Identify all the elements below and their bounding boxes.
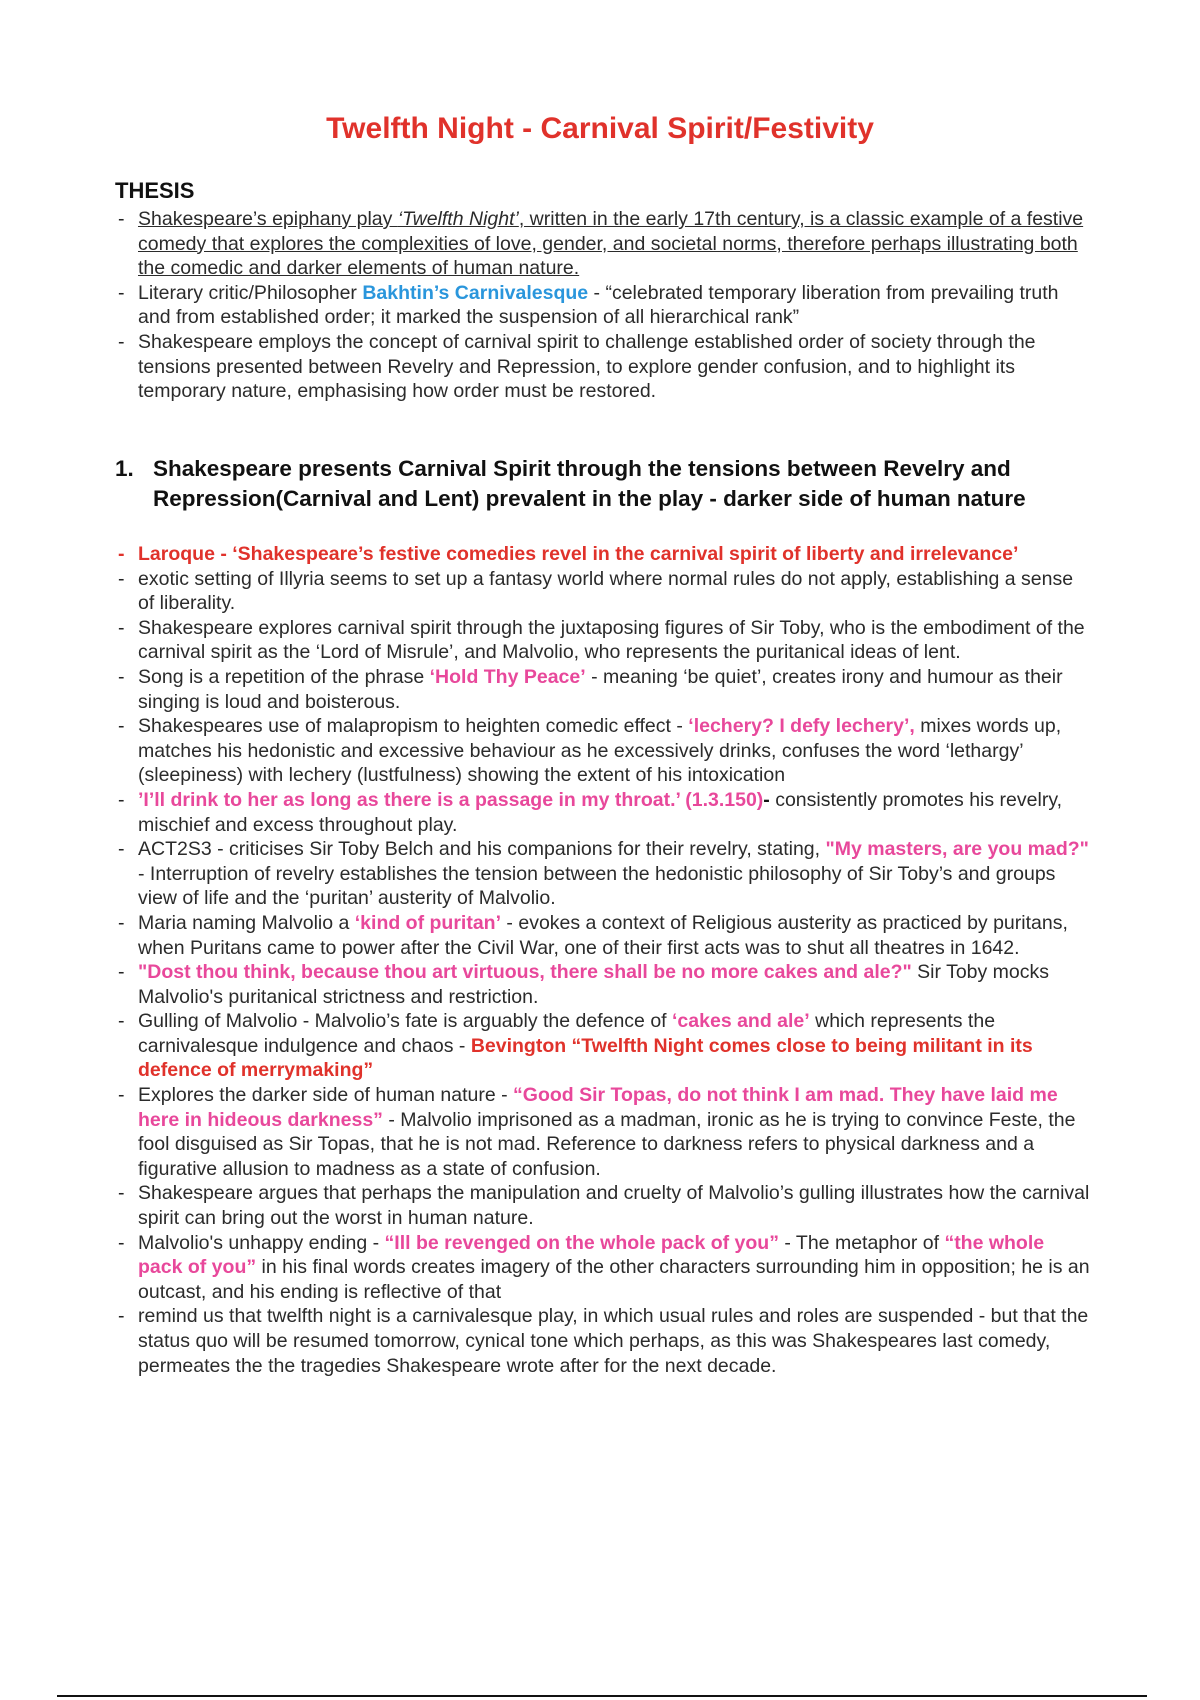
text: Malvolio's unhappy ending -	[138, 1231, 385, 1254]
text: Maria naming Malvolio a	[138, 911, 355, 934]
list-item	[115, 911, 1090, 960]
thesis-text-underlined	[138, 208, 1083, 279]
quote-pink: ‘kind of puritan’	[354, 911, 502, 934]
text: - The metaphor of	[778, 1231, 945, 1254]
thesis-list	[115, 207, 1090, 404]
section-number: 1.	[115, 456, 134, 481]
quote-pink: ’I’ll drink to her as long as there is a passage in my throat.’ (1.3.150)	[138, 788, 764, 811]
text: Literary critic/Philosopher	[138, 281, 363, 304]
text: Shakespeare argues that perhaps the manipulation and cruelty of Malvolio’s gulling illustrates how the carnival spirit can bring out the worst in human nature.	[138, 1182, 1090, 1230]
quote-pink: ‘Hold Thy Peace’	[429, 665, 586, 688]
list-item	[115, 788, 1090, 837]
text: remind us that twelfth night is a carnivalesque play, in which usual rules and roles are suspended - but that the status quo will be resumed tomorrow, cynical tone which perhaps, as this was Shakespeares last comedy, permeates the the tragedies Shakespeare wrote after for the next decade.	[138, 1305, 1089, 1377]
text: consistently promotes his revelry, mischief and excess throughout play.	[138, 788, 1063, 836]
text: , written in the early 17th century, is a classic example of a festive comedy that explores the complexities of love, gender, and societal norms, therefore perhaps illustrating both the comedic and darker elements of human nature.	[138, 208, 1084, 280]
list-item	[115, 1083, 1090, 1181]
text: Song is a repetition of the phrase	[138, 665, 430, 688]
list-item	[115, 960, 1090, 1009]
list-item	[115, 837, 1090, 911]
section-heading	[115, 454, 1100, 514]
page-title: Twelfth Night - Carnival Spirit/Festivity	[326, 112, 874, 145]
thesis-heading: THESIS	[115, 178, 195, 203]
text: exotic setting of Illyria seems to set up a fantasy world where normal rules do not apply, establishing a sense of liberality.	[138, 567, 1074, 615]
list-item	[115, 330, 1090, 404]
text: - Interruption of revelry establishes the tension between the hedonistic philosophy of Sir Toby’s and groups view of life and the ‘puritan’ austerity of Malvolio.	[138, 862, 1056, 910]
text: Gulling of Malvolio - Malvolio’s fate is arguably the defence of	[138, 1010, 673, 1033]
text: - meaning ‘be quiet’, creates irony and humour as their singing is loud and boisterous.	[138, 665, 1063, 713]
text: Shakespeare’s epiphany play	[138, 208, 398, 230]
section-title: Shakespeare presents Carnival Spirit through the tensions between Revelry and Repression(Carnival and Lent) prevalent in the play - darker side of human nature	[153, 456, 1026, 511]
quote-pink: “Ill be revenged on the whole pack of you”	[384, 1231, 779, 1254]
text: Sir Toby mocks Malvolio's puritanical strictness and restriction.	[138, 961, 1050, 1008]
list-item	[115, 207, 1090, 281]
text: Shakespeare explores carnival spirit through the juxtaposing figures of Sir Toby, who is the embodiment of the carnival spirit as the ‘Lord of Misrule’, and Malvolio, who represents the puritanical ideas of lent.	[138, 616, 1085, 664]
list-item	[115, 1181, 1090, 1230]
quote-pink: "Dost thou think, because thou art virtuous, there shall be no more cakes and ale?"	[138, 961, 912, 984]
text: which represents the carnivalesque indulgence and chaos -	[138, 1010, 996, 1057]
highlight-blue: Bakhtin’s Carnivalesque	[362, 281, 589, 304]
footer-divider	[57, 1695, 1147, 1697]
text: in his final words creates imagery of the other characters surrounding him in opposition; he is an outcast, and his ending is reflective of that	[138, 1256, 1090, 1303]
quote-pink: "My masters, are you mad?"	[825, 838, 1089, 861]
text: - evokes a context of Religious austerity as practiced by puritans, when Puritans came to power after the Civil War, one of their first acts was to shut all theatres in 1642.	[138, 911, 1068, 959]
quote-pink: “Good Sir Topas, do not think I am mad. They have laid me here in hideous darkness”	[138, 1084, 1058, 1131]
list-item	[115, 665, 1090, 714]
text: Shakespeares use of malapropism to heighten comedic effect -	[138, 715, 689, 738]
list-item	[115, 1304, 1090, 1378]
quote-pink: “the whole pack of you”	[138, 1231, 1045, 1279]
text: ACT2S3 - criticises Sir Toby Belch and his companions for their revelry, stating,	[138, 838, 826, 861]
text: -	[763, 788, 770, 811]
list-item	[115, 1009, 1090, 1083]
quote-red: Laroque - ‘Shakespeare’s festive comedies revel in the carnival spirit of liberty and irrelevance’	[138, 543, 1019, 565]
list-item	[115, 567, 1090, 616]
text: mixes words up, matches his hedonistic and excessive behaviour as he excessively drinks, confuses the word ‘lethargy’ (sleepiness) with lechery (lustfulness) showing the extent of his intoxication	[138, 715, 1062, 787]
text: Explores the darker side of human nature -	[138, 1084, 514, 1107]
list-item	[115, 616, 1090, 665]
list-item	[115, 281, 1090, 330]
text: - “celebrated temporary liberation from prevailing truth and from established order; it marked the suspension of all hierarchical rank”	[138, 281, 1059, 329]
quote-red: Bevington “Twelfth Night comes close to being militant in its defence of merrymaking”	[138, 1034, 1033, 1082]
quote-pink: ‘lechery? I defy lechery’,	[688, 715, 915, 738]
list-item	[115, 714, 1090, 788]
text: Shakespeare employs the concept of carnival spirit to challenge established order of society through the tensions presented between Revelry and Repression, to explore gender confusion, and to highlight its temporary nature, emphasising how order must be restored.	[138, 330, 1036, 403]
list-item	[115, 542, 1090, 567]
quote-pink: ‘cakes and ale’	[672, 1010, 810, 1033]
list-item	[115, 1231, 1090, 1305]
text: - Malvolio imprisoned as a madman, ironic as he is trying to convince Feste, the fool disguised as Sir Topas, that he is not mad. Reference to darkness refers to physical darkness and a figurative allusion to madness as a state of confusion.	[138, 1108, 1076, 1180]
text-italic: ‘Twelfth Night’	[397, 208, 519, 230]
section-list	[115, 542, 1090, 1378]
